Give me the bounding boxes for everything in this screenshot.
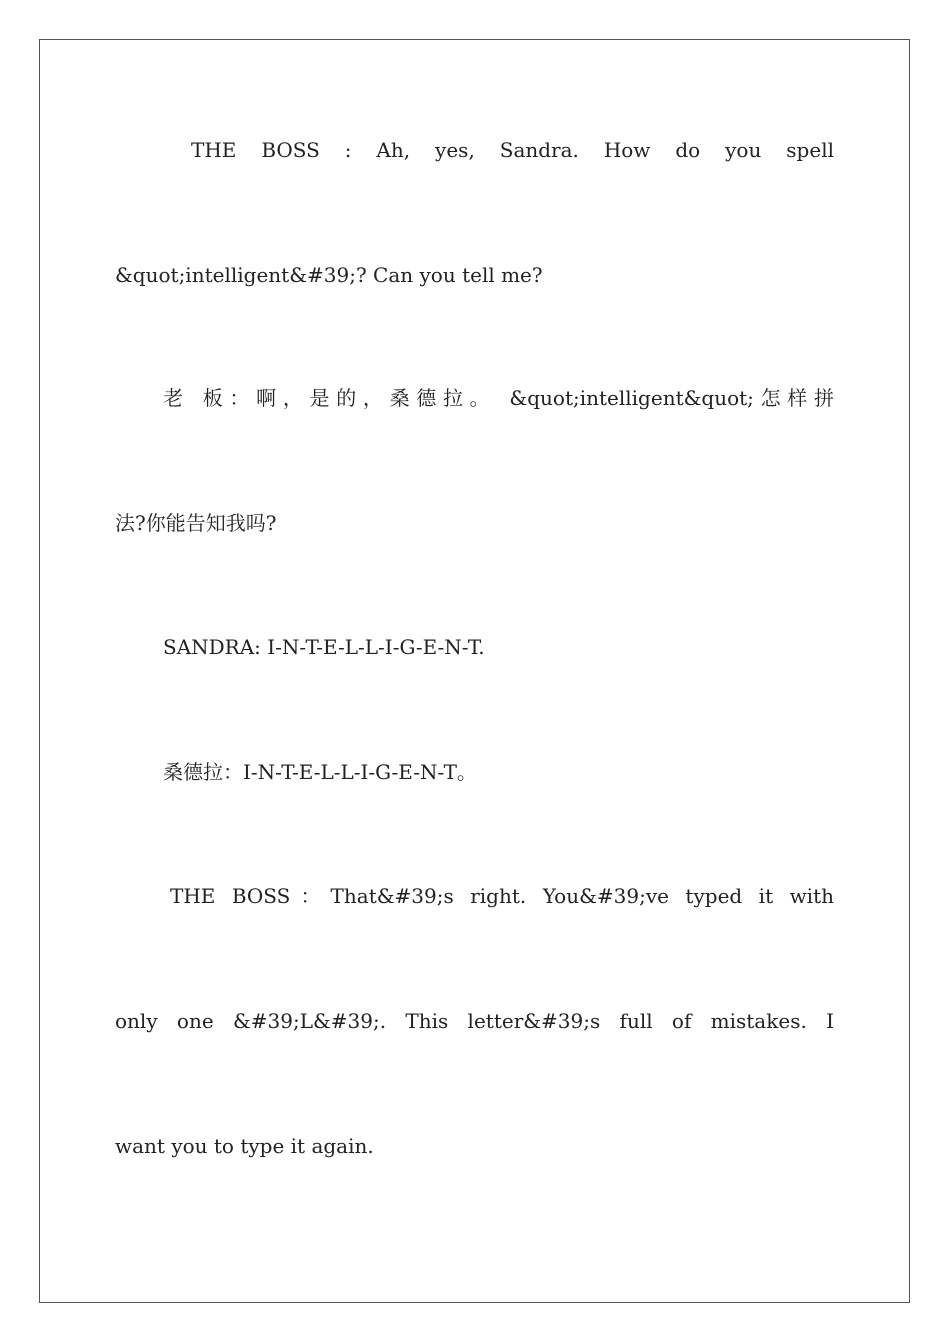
translation-sandra: 桑德拉：I-N-T-E-L-L-I-G-E-N-T。: [163, 760, 477, 784]
page-frame: [39, 39, 910, 1303]
dialogue-boss-line-1: THE BOSS : Ah, yes, Sandra. How do you spell: [191, 138, 834, 162]
dialogue-boss-line-2: &quot;intelligent&#39;? Can you tell me?: [115, 263, 543, 287]
dialogue-sandra: SANDRA: I-N-T-E-L-L-I-G-E-N-T.: [163, 635, 485, 659]
translation-boss-line-2: 法?你能告知我吗?: [115, 511, 277, 535]
translation-boss-line-1: 老 板：啊，是的，桑德拉。 &quot;intelligent&quot;怎样拼: [163, 386, 834, 410]
dialogue-boss-reply-line-1: THE BOSS：That&#39;s right. You&#39;ve typed it with: [170, 884, 834, 908]
dialogue-boss-reply-line-3: want you to type it again.: [115, 1134, 374, 1158]
dialogue-boss-reply-line-2: only one &#39;L&#39;. This letter&#39;s full of mistakes. I: [115, 1009, 834, 1033]
